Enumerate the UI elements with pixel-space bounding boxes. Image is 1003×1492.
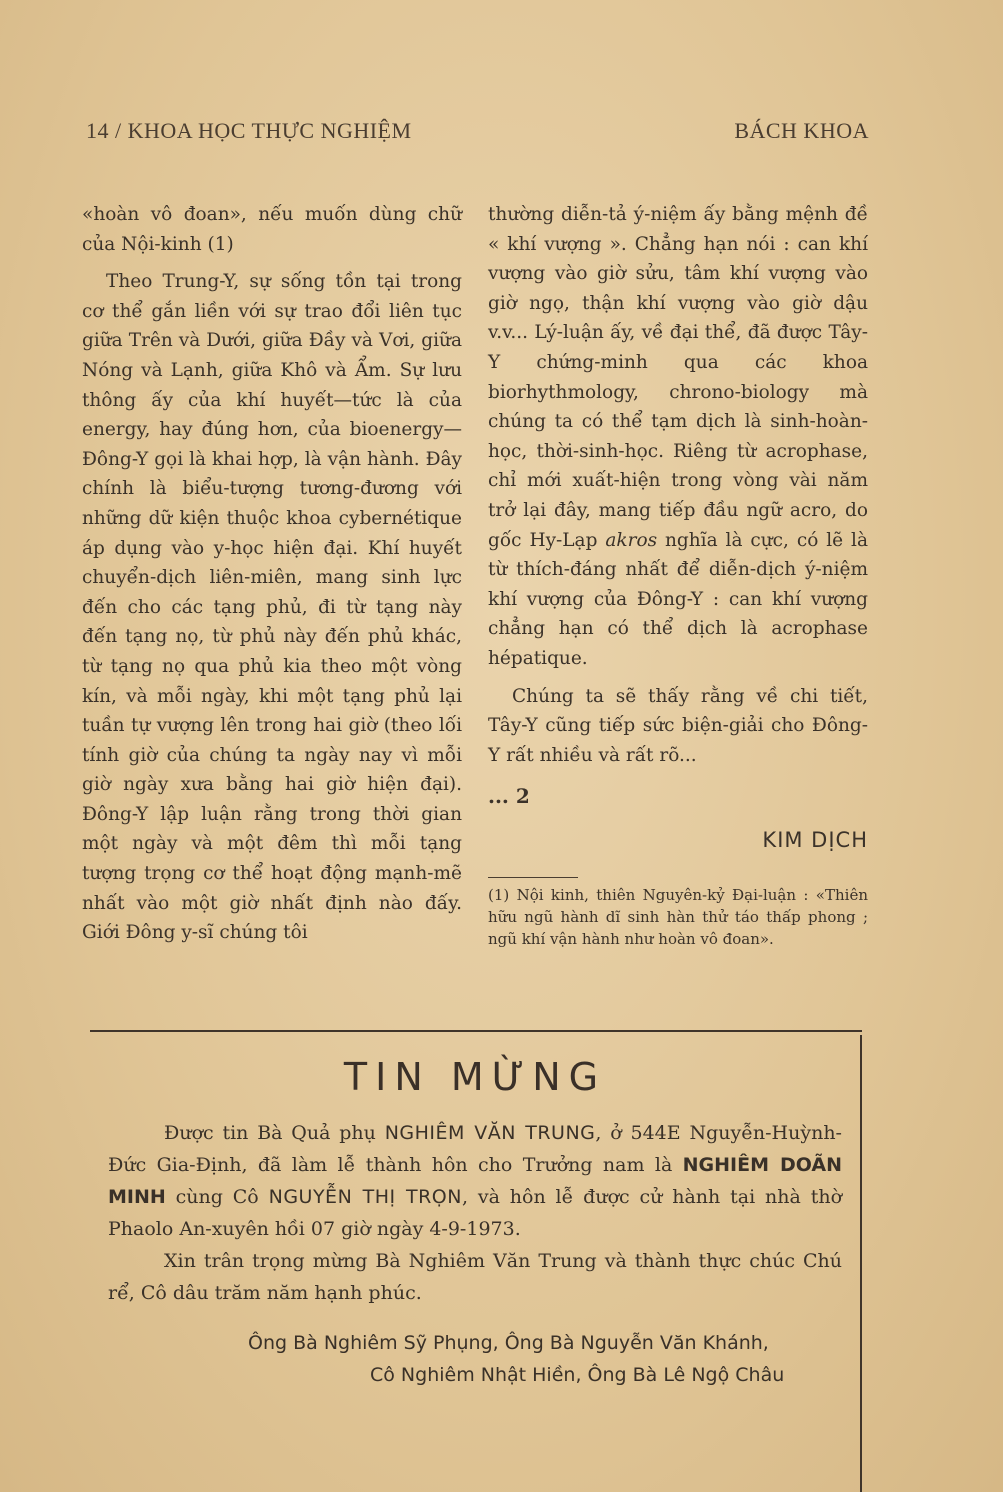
page-header [86, 118, 869, 158]
right-paragraph-2: Chúng ta sẽ thấy rằng về chi tiết, Tây-Y cũng tiếp sức biện-giải cho Đông-Y rất nhiều và rất rõ... [488, 685, 868, 766]
signer-line-2: Cô Nghiêm Nhật Hiền, Ông Bà Lê Ngộ Châu [370, 1364, 785, 1386]
left-paragraph-1: «hoàn vô đoan», nếu muốn dùng chữ của Nội-kinh (1) [82, 204, 462, 255]
right-paragraph-1-text: thường diễn-tả ý-niệm ấy bằng mệnh đề « khí vượng ». Chẳng hạn nói : can khí vượng vào giờ sửu, tâm khí vượng vào giờ ngọ, thận khí vượng vào giờ dậu v.v... Lý-luận ấy, về đại thể, đã được Tây-Y chứng-minh qua các khoa biorhythmology, chrono-biology mà chúng ta có thể tạm dịch là sinh-hoàn-học, thời-sinh-học. Riêng từ acrophase, chỉ mới xuất-hiện trong vòng vài năm trở lại đây, mang tiếp đầu ngữ acro, do gốc Hy-Lạp [488, 204, 868, 551]
announcement-text-e: , và hôn lễ được cử hành tại nhà thờ Phaolo An-xuyên hồi 07 giờ ngày 4-9-1973. [108, 1186, 843, 1240]
mother-name: NGHIÊM VĂN TRUNG [384, 1122, 596, 1144]
section-mark: ... 2 [488, 784, 530, 809]
announcement-paragraph-2: Xin trân trọng mừng Bà Nghiêm Văn Trung và thành thực chúc Chú rể, Cô dâu trăm năm hạnh phúc. [108, 1250, 842, 1304]
announcement-paragraph-1 [108, 1117, 842, 1245]
announcement-text-a: Được tin Bà Quả phụ [164, 1122, 385, 1144]
announcement-title: TIN MỪNG [343, 1055, 607, 1099]
announcement-box [90, 1035, 862, 1492]
akros-term: akros [605, 529, 658, 551]
header-magazine-name: BÁCH KHOA [734, 118, 869, 143]
left-column [82, 200, 462, 948]
footnote: (1) Nội kinh, thiên Nguyên-kỷ Đại-luận : «Thiên hữu ngũ hành dĩ sinh hàn thử táo thấp phong ; ngũ khí vận hành như hoàn vô đoan». [488, 886, 868, 949]
right-paragraph-1 [488, 200, 868, 674]
header-section-title: 14 / KHOA HỌC THỰC NGHIỆM [86, 118, 412, 143]
left-paragraph-2: Theo Trung-Y, sự sống tồn tại trong cơ thể gắn liền với sự trao đổi liên tục giữa Trên và Dưới, giữa Đầy và Vơi, giữa Nóng và Lạnh, giữa Khô và Ẩm. Sự lưu thông ấy của khí huyết—tức là của energy, hay đúng hơn, của bioenergy—Đông-Y gọi là khai hợp, là vận hành. Đây chính là biểu-tượng tương-đương với những dữ kiện thuộc khoa cybernétique áp dụng vào y-học hiện đại. Khí huyết chuyển-dịch liên-miên, mang sinh lực đến cho các tạng phủ, đi từ tạng này đến tạng nọ, từ phủ này đến phủ khác, từ tạng nọ qua phủ kia theo một vòng kín, và mỗi ngày, khi một tạng phủ lại tuần tự vượng lên trong hai giờ (theo lối tính giờ của chúng ta ngày nay vì mỗi giờ ngày xưa bằng hai giờ hiện đại). Đông-Y lập luận rằng trong thời gian một ngày và một đêm thì mỗi tạng tượng trọng cơ thể hoạt động mạnh-mẽ nhất vào một giờ nhất định nào đấy. Giới Đông y-sĩ chúng tôi [82, 271, 462, 944]
groom-name: NGHIÊM DOÃN MINH [108, 1154, 842, 1208]
bride-name: NGUYỄN THỊ TRỌN [268, 1186, 462, 1208]
announcement-signers [108, 1327, 842, 1391]
signer-line-1: Ông Bà Nghiêm Sỹ Phụng, Ông Bà Nguyễn Văn Khánh, [248, 1332, 769, 1354]
announcement-text-d: cùng Cô [165, 1186, 269, 1208]
announcement-text-c: , ở 544E Nguyễn-Huỳnh-Đức Gia-Định, đã làm lễ thành hôn cho Trưởng nam là [108, 1122, 842, 1176]
author-name: KIM DỊCH [762, 827, 868, 852]
right-column [488, 200, 868, 950]
footnote-divider [488, 877, 578, 878]
right-paragraph-1-cont: nghĩa là cực, có lẽ là từ thích-đáng nhất để diễn-dịch ý-niệm khí vượng của Đông-Y : can khí vượng chẳng hạn có thể dịch là acrophase hépatique. [488, 529, 868, 669]
